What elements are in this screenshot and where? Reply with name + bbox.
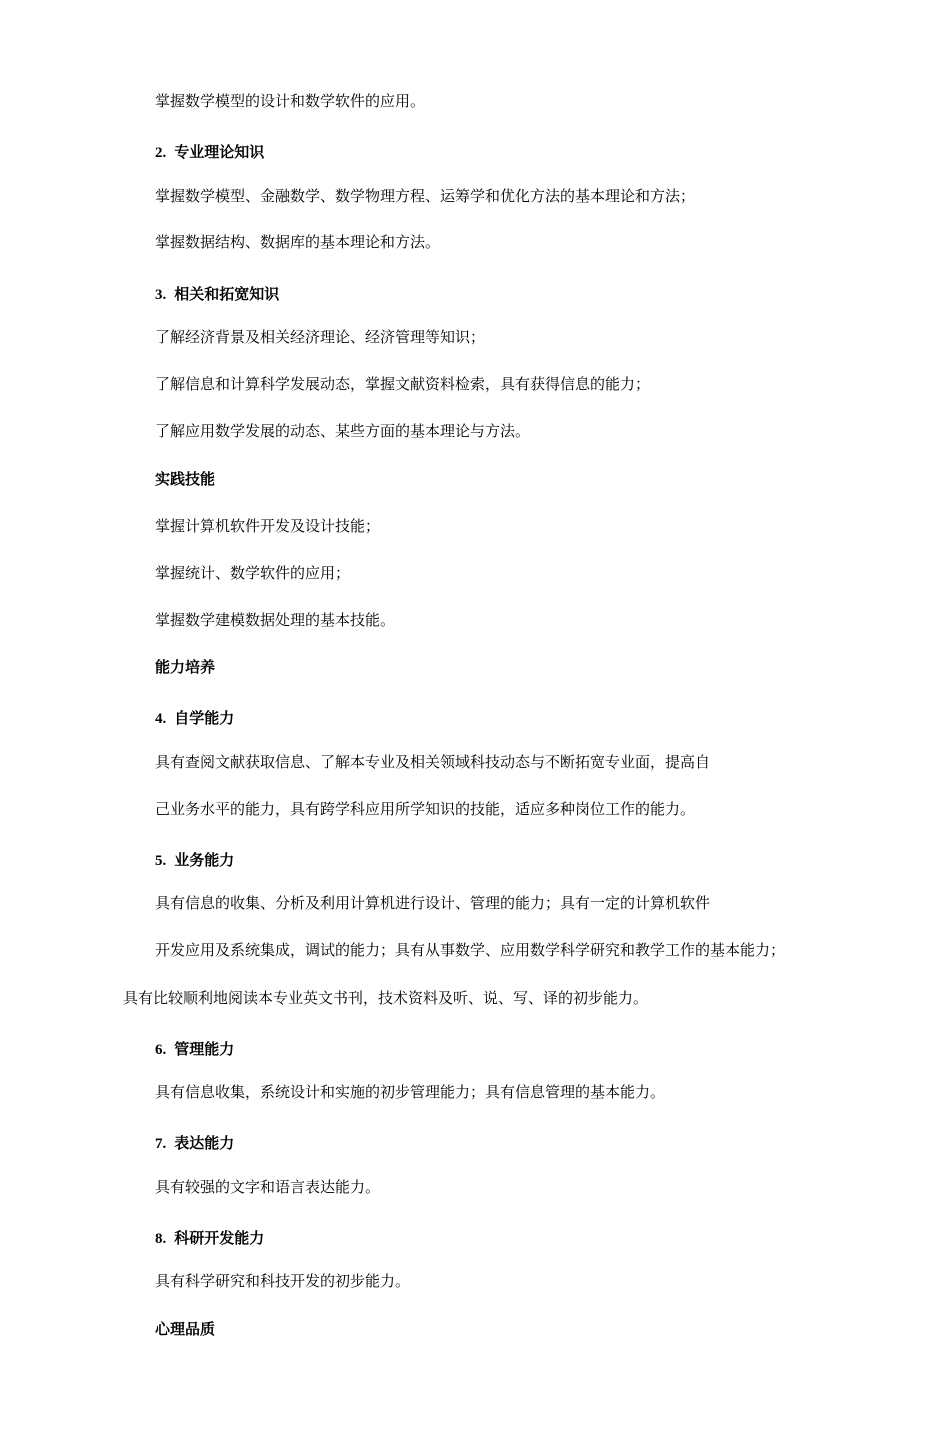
paragraph-line: 己业务水平的能力，具有跨学科应用所学知识的技能，适应多种岗位工作的能力。 <box>155 800 696 818</box>
section-title: 表达能力 <box>174 1134 235 1152</box>
paragraph-line: 具有信息收集，系统设计和实施的初步管理能力；具有信息管理的基本能力。 <box>155 1083 666 1101</box>
section-number: 2. <box>155 145 167 161</box>
section-heading <box>155 1133 234 1154</box>
paragraph-line: 掌握数学模型的设计和数学软件的应用。 <box>155 92 426 110</box>
section-title: 业务能力 <box>174 851 235 869</box>
paragraph-line: 具有较强的文字和语言表达能力。 <box>155 1178 381 1196</box>
section-title: 能力培养 <box>155 658 216 676</box>
section-number: 5. <box>155 853 167 869</box>
section-number: 6. <box>155 1042 167 1058</box>
subsection-heading <box>155 469 215 489</box>
paragraph-line: 掌握统计、数学软件的应用； <box>155 564 351 582</box>
subsection-heading <box>155 1319 215 1339</box>
section-number: 4. <box>155 711 167 727</box>
paragraph-line: 开发应用及系统集成，调试的能力；具有从事数学、应用数学科学研究和教学工作的基本能力； <box>155 941 786 959</box>
section-heading <box>155 850 234 871</box>
section-title: 自学能力 <box>174 709 235 727</box>
paragraph-line: 掌握数学模型、金融数学、数学物理方程、运筹学和优化方法的基本理论和方法； <box>155 187 696 205</box>
section-heading <box>155 1039 234 1060</box>
section-title: 相关和拓宽知识 <box>174 285 280 303</box>
section-title: 科研开发能力 <box>174 1229 265 1247</box>
section-number: 3. <box>155 287 167 303</box>
section-heading <box>155 142 264 163</box>
section-heading <box>155 284 279 305</box>
paragraph-line: 具有比较顺利地阅读本专业英文书刊，技术资料及听、说、写、译的初步能力。 <box>123 989 649 1007</box>
section-number: 8. <box>155 1231 167 1247</box>
paragraph-line: 掌握计算机软件开发及设计技能； <box>155 517 381 535</box>
paragraph-line: 具有查阅文献获取信息、了解本专业及相关领域科技动态与不断拓宽专业面，提高自 <box>155 753 711 771</box>
section-title: 实践技能 <box>155 470 216 488</box>
subsection-heading <box>155 657 215 677</box>
section-title: 专业理论知识 <box>174 143 265 161</box>
paragraph-line: 具有科学研究和科技开发的初步能力。 <box>155 1272 411 1290</box>
paragraph-line: 了解应用数学发展的动态、某些方面的基本理论与方法。 <box>155 422 531 440</box>
paragraph-line: 掌握数学建模数据处理的基本技能。 <box>155 611 396 629</box>
section-number: 7. <box>155 1136 167 1152</box>
section-title: 心理品质 <box>155 1320 216 1338</box>
paragraph-line: 掌握数据结构、数据库的基本理论和方法。 <box>155 233 441 251</box>
section-title: 管理能力 <box>174 1040 235 1058</box>
section-heading <box>155 708 234 729</box>
section-heading <box>155 1228 264 1249</box>
paragraph-line: 了解经济背景及相关经济理论、经济管理等知识； <box>155 328 486 346</box>
paragraph-line: 具有信息的收集、分析及利用计算机进行设计、管理的能力；具有一定的计算机软件 <box>155 894 711 912</box>
paragraph-line: 了解信息和计算科学发展动态，掌握文献资料检索，具有获得信息的能力； <box>155 375 651 393</box>
